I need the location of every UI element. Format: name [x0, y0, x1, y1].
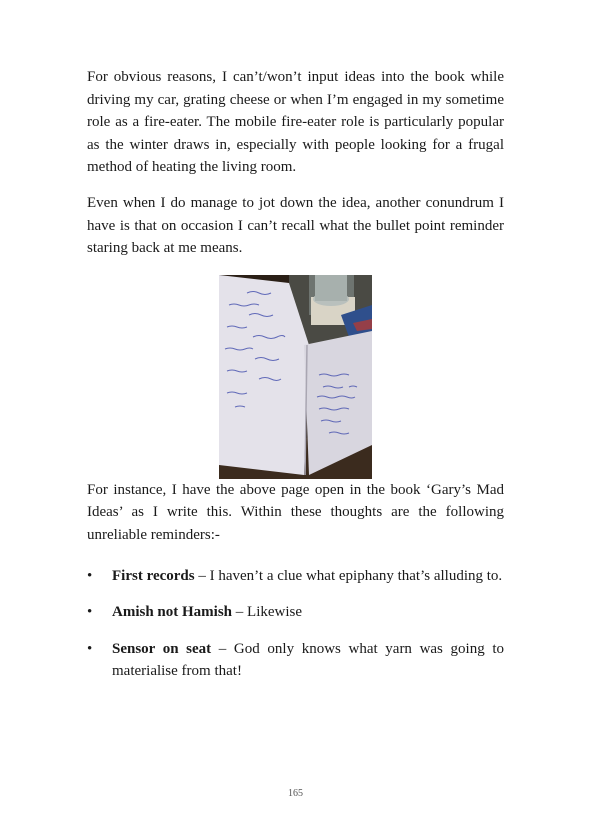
notebook-photo	[219, 275, 372, 479]
list-item-text: – God only knows what yarn was going to materialise from that!	[112, 640, 504, 680]
page-number: 165	[288, 788, 303, 799]
list-item	[87, 565, 504, 588]
page-content	[87, 66, 504, 697]
notebook-photo-icon	[219, 275, 372, 479]
list-item-text: – I haven’t a clue what epiphany that’s alluding to.	[194, 567, 503, 584]
paragraph-1: For obvious reasons, I can’t/won’t input ideas into the book while driving my car, grating cheese or when I’m engaged in my sometime role as a fire-eater. The mobile fire-eater role is particularly popular as the winter draws in, especially with people looking for a frugal method of heating the living room.	[87, 69, 504, 176]
reminder-list	[87, 565, 504, 683]
list-item-text: – Likewise	[232, 604, 303, 621]
paragraph-2: Even when I do manage to jot down the idea, another conundrum I have is that on occasion I can’t recall what the bullet point reminder staring back at me means.	[87, 194, 504, 257]
bullet-marker: •	[87, 640, 93, 657]
list-item	[87, 601, 504, 624]
paragraph-3: For instance, I have the above page open in the book ‘Gary’s Mad Ideas’ as I write this. Within these thoughts are the following unreliable reminders:-	[87, 481, 504, 543]
list-item-term: Sensor on seat	[112, 640, 212, 657]
bullet-marker: •	[87, 567, 93, 584]
bullet-marker: •	[87, 604, 93, 621]
list-item	[87, 638, 504, 683]
list-item-term: Amish not Hamish	[112, 604, 233, 621]
list-item-term: First records	[112, 567, 195, 584]
